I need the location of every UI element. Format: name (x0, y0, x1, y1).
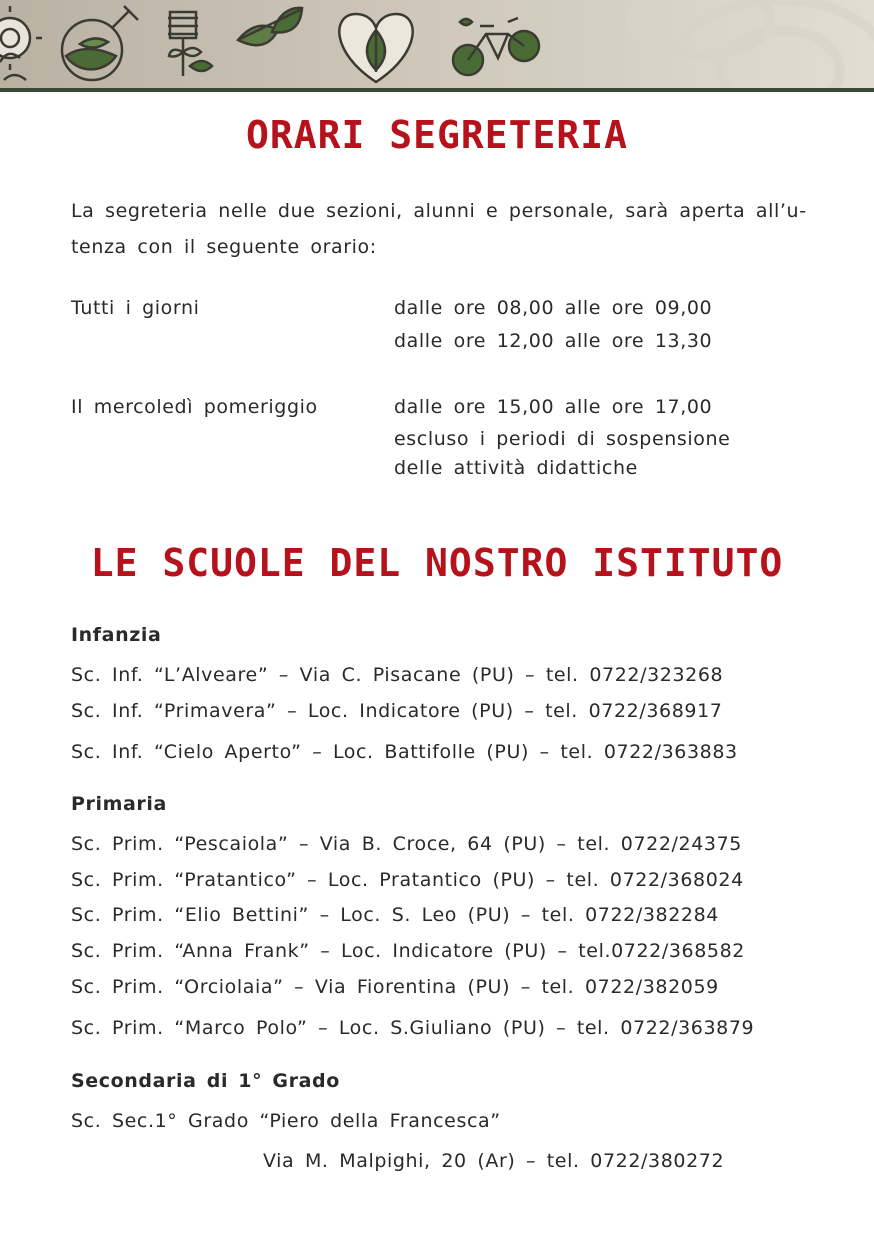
school-list-item: Sc. Prim. “Marco Polo” – Loc. S.Giuliano (PU) – tel. 0722/363879 (71, 1017, 755, 1039)
school-list-item: Sc. Inf. “L’Alveare” – Via C. Pisacane (PU) – tel. 0722/323268 (71, 664, 724, 686)
school-list-item: Sc. Inf. “Cielo Aperto” – Loc. Battifolle (PU) – tel. 0722/363883 (71, 741, 738, 763)
school-list-item: Sc. Prim. “Orciolaia” – Via Fiorentina (PU) – tel. 0722/382059 (71, 976, 719, 998)
school-list-item: Sc. Sec.1° Grado “Piero della Francesca” (71, 1110, 501, 1132)
orari-row-label: Il mercoledì pomeriggio (71, 396, 318, 418)
orari-row-label: Tutti i giorni (71, 297, 200, 319)
gear-icon (0, 6, 42, 80)
school-list-item: Sc. Prim. “Anna Frank” – Loc. Indicatore (PU) – tel.0722/368582 (71, 940, 745, 962)
section-heading-infanzia: Infanzia (71, 624, 162, 646)
banner-divider (0, 88, 874, 92)
orari-intro: La segreteria nelle due sezioni, alunni e personale, sarà aperta all’u-tenza con il seguente orario: (71, 200, 807, 258)
orari-time: dalle ore 08,00 alle ore 09,00 (394, 297, 713, 319)
school-list-item: Sc. Prim. “Pratantico” – Loc. Pratantico (PU) – tel. 0722/368024 (71, 869, 744, 891)
flask-icon (62, 6, 138, 80)
school-list-item: Sc. Prim. “Pescaiola” – Via B. Croce, 64 (PU) – tel. 0722/24375 (71, 833, 742, 855)
orari-note: escluso i periodi di sospensione (394, 428, 731, 450)
section-heading-primaria: Primaria (71, 793, 167, 815)
section-heading-secondaria: Secondaria di 1° Grado (71, 1070, 340, 1092)
bulb-icon (168, 12, 212, 76)
orari-title: ORARI SEGRETERIA (245, 113, 629, 157)
scuole-title: LE SCUOLE DEL NOSTRO ISTITUTO (90, 541, 784, 585)
orari-time: dalle ore 15,00 alle ore 17,00 (394, 396, 713, 418)
bicycle-icon (453, 18, 539, 75)
orari-note: delle attività didattiche (394, 457, 638, 479)
school-list-item: Sc. Prim. “Elio Bettini” – Loc. S. Leo (PU) – tel. 0722/382284 (71, 904, 719, 926)
school-list-item: Sc. Inf. “Primavera” – Loc. Indicatore (PU) – tel. 0722/368917 (71, 700, 723, 722)
header-banner (0, 0, 874, 88)
banner-illustration (0, 0, 874, 88)
school-address: Via M. Malpighi, 20 (Ar) – tel. 0722/380272 (263, 1150, 725, 1172)
orari-time: dalle ore 12,00 alle ore 13,30 (394, 330, 713, 352)
leaves-icon (238, 8, 302, 45)
heart-leaf-icon (339, 14, 412, 82)
